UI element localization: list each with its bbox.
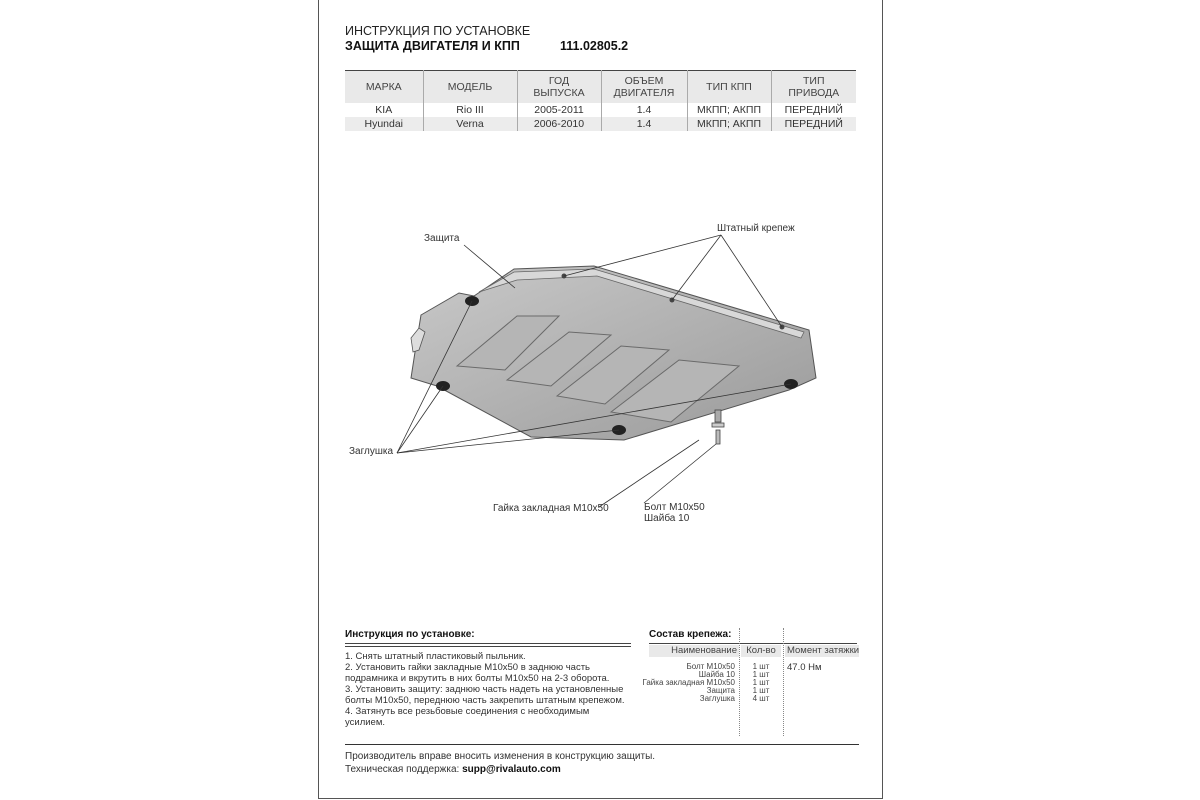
support-email[interactable]: supp@rivalauto.com bbox=[462, 764, 561, 775]
footer-support bbox=[345, 764, 561, 775]
instruction-sheet bbox=[318, 0, 883, 799]
fastener-qty: 4 шт bbox=[752, 694, 770, 703]
fastener-qty: 1 шт bbox=[752, 662, 770, 671]
label-guard: Защита bbox=[424, 233, 460, 244]
fastener-qty: 1 шт bbox=[752, 670, 770, 679]
instruction-step: 4. Затянуть все резьбовые соединения с необходимым bbox=[345, 706, 590, 717]
vehicle-table-header bbox=[345, 71, 856, 104]
column-separator bbox=[783, 628, 784, 736]
instruction-step: 1. Снять штатный пластиковый пыльник. bbox=[345, 651, 526, 662]
cell-years: 2005-2011 bbox=[517, 103, 601, 117]
header-year: ГОД ВЫПУСКА bbox=[517, 71, 601, 104]
bolt-shape bbox=[716, 430, 720, 444]
fasteners-col-qty: Кол-во bbox=[741, 645, 781, 657]
cell-engine: 1.4 bbox=[601, 117, 687, 131]
fastener-name: Гайка закладная М10х50 bbox=[642, 678, 735, 687]
fasteners-title: Состав крепежа: bbox=[649, 629, 732, 640]
fastener-qty: 1 шт bbox=[752, 686, 770, 695]
table-row bbox=[345, 103, 856, 117]
divider bbox=[649, 643, 857, 644]
cell-years: 2006-2010 bbox=[517, 117, 601, 131]
support-label: Техническая поддержка: bbox=[345, 764, 460, 775]
cell-drive: ПЕРЕДНИЙ bbox=[771, 117, 856, 131]
instruction-step: усилием. bbox=[345, 717, 386, 728]
article-number: 111.02805.2 bbox=[560, 39, 629, 53]
fastener-name: Заглушка bbox=[699, 694, 735, 703]
bolt-shape bbox=[715, 410, 721, 422]
instructions-title: Инструкция по установке: bbox=[345, 629, 475, 640]
fastener-name: Шайба 10 bbox=[698, 670, 735, 679]
skid-plate-diagram bbox=[319, 200, 882, 520]
cell-gearbox: МКПП; АКПП bbox=[687, 103, 771, 117]
doc-title-line1: ИНСТРУКЦИЯ ПО УСТАНОВКЕ bbox=[345, 24, 531, 38]
label-washer: Шайба 10 bbox=[644, 513, 690, 524]
label-nut: Гайка закладная М10х50 bbox=[493, 503, 609, 514]
instruction-step: 2. Установить гайки закладные М10х50 в заднюю часть bbox=[345, 662, 591, 673]
cell-brand: KIA bbox=[345, 103, 423, 117]
footer-notice: Производитель вправе вносить изменения в конструкцию защиты. bbox=[345, 751, 656, 762]
cell-drive: ПЕРЕДНИЙ bbox=[784, 104, 843, 116]
header-engine: ОБЪЕМ ДВИГАТЕЛЯ bbox=[601, 71, 687, 104]
fasteners-col-torque: Момент затяжки bbox=[787, 645, 859, 656]
label-plug: Заглушка bbox=[349, 446, 394, 457]
cell-engine: 1.4 bbox=[601, 103, 687, 117]
cell-gearbox: МКПП; АКПП bbox=[687, 117, 771, 131]
divider bbox=[345, 646, 631, 647]
header-drive: ТИП ПРИВОДА bbox=[771, 71, 856, 104]
column-separator bbox=[739, 628, 740, 736]
header-gearbox: ТИП КПП bbox=[687, 71, 771, 104]
bolt-shape bbox=[712, 423, 724, 427]
vehicle-table bbox=[345, 70, 856, 131]
cell-model: Rio III bbox=[423, 103, 517, 117]
fasteners-col-name: Наименование bbox=[649, 645, 739, 657]
divider bbox=[345, 744, 859, 745]
doc-title-line2: ЗАЩИТА ДВИГАТЕЛЯ И КПП bbox=[345, 39, 520, 53]
instruction-step: подрамника и вкрутить в них болты М10х50 на 2-3 оборота. bbox=[345, 673, 610, 684]
fastener-name: Защита bbox=[706, 686, 735, 695]
header-model: МОДЕЛЬ bbox=[423, 71, 517, 104]
fastener-qty: 1 шт bbox=[752, 678, 770, 687]
divider bbox=[345, 643, 631, 644]
torque-value: 47.0 Нм bbox=[787, 662, 822, 673]
label-standard-fasteners: Штатный крепеж bbox=[717, 223, 795, 234]
instruction-step: болты М10х50, переднюю часть закрепить штатным крепежом. bbox=[345, 695, 625, 706]
cell-brand: Hyundai bbox=[345, 117, 423, 131]
label-bolt: Болт М10х50 bbox=[644, 502, 705, 513]
table-row bbox=[345, 117, 856, 131]
fastener-name: Болт М10х50 bbox=[686, 662, 735, 671]
header-brand: МАРКА bbox=[345, 71, 423, 104]
cell-model: Verna bbox=[423, 117, 517, 131]
instruction-step: 3. Установить защиту: заднюю часть надеть на установленные bbox=[345, 684, 624, 695]
